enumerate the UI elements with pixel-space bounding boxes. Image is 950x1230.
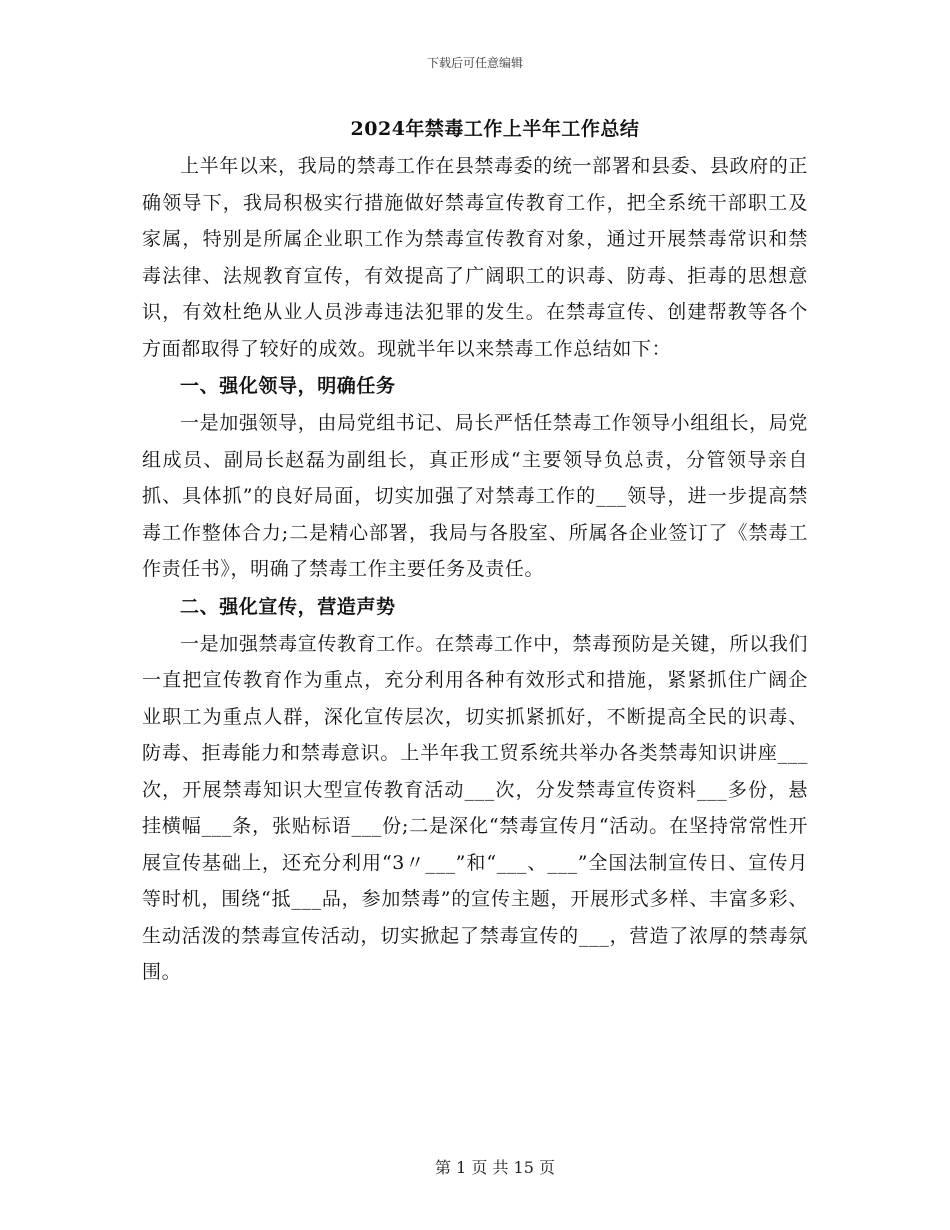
section-2-paragraph: 一是加强禁毒宣传教育工作。在禁毒工作中，禁毒预防是关键，所以我们一直把宣传教育作为重点，充分利用各种有效形式和措施，紧紧抓住广阔企业职工为重点人群，深化宣传层次，切实抓紧抓好，不断提高全民的识毒、防毒、拒毒能力和禁毒意识。上半年我工贸系统共举办各类禁毒知识讲座___次，开展禁毒知识大型宣传教育活动___次，分发禁毒宣传资料___多份，悬挂横幅___条，张贴标语___份;二是深化“禁毒宣传月“活动。在坚持常常性开展宣传基础上，还充分利用“3〃___”和“___、___”全国法制宣传日、宣传月等时机，围绕“抵___品，参加禁毒”的宣传主题，开展形式多样、丰富多彩、生动活泼的禁毒宣传活动，切实掀起了禁毒宣传的___，营造了浓厚的禁毒氛围。 bbox=[142, 632, 808, 983]
section-1-heading: 一、强化领导，明确任务 bbox=[180, 375, 396, 397]
document-body bbox=[142, 148, 808, 991]
section-2-heading: 二、强化宣传，营造声势 bbox=[180, 595, 396, 618]
page-number: 第 1 页 共 15 页 bbox=[435, 1158, 555, 1177]
header-note: 下载后可任意编辑 bbox=[426, 56, 523, 70]
section-1-paragraph: 一是加强领导，由局党组书记、局长严恬任禁毒工作领导小组组长，局党组成员、副局长赵磊为副组长，真正形成“主要领导负总责，分管领导亲自抓、具体抓”的良好局面，切实加强了对禁毒工作的___领导，进一步提高禁毒工作整体合力;二是精心部署，我局与各股室、所属各企业签订了《禁毒工作责任书》，明确了禁毒工作主要任务及责任。 bbox=[142, 412, 808, 580]
document-title: 2024年禁毒工作上半年工作总结 bbox=[350, 118, 640, 140]
intro-paragraph: 上半年以来，我局的禁毒工作在县禁毒委的统一部署和县委、县政府的正确领导下，我局积极实行措施做好禁毒宣传教育工作，把全系统干部职工及家属，特别是所属企业职工作为禁毒宣传教育对象，通过开展禁毒常识和禁毒法律、法规教育宣传，有效提高了广阔职工的识毒、防毒、拒毒的思想意识，有效杜绝从业人员涉毒违法犯罪的发生。在禁毒宣传、创建帮教等各个方面都取得了较好的成效。现就半年以来禁毒工作总结如下： bbox=[142, 155, 808, 360]
